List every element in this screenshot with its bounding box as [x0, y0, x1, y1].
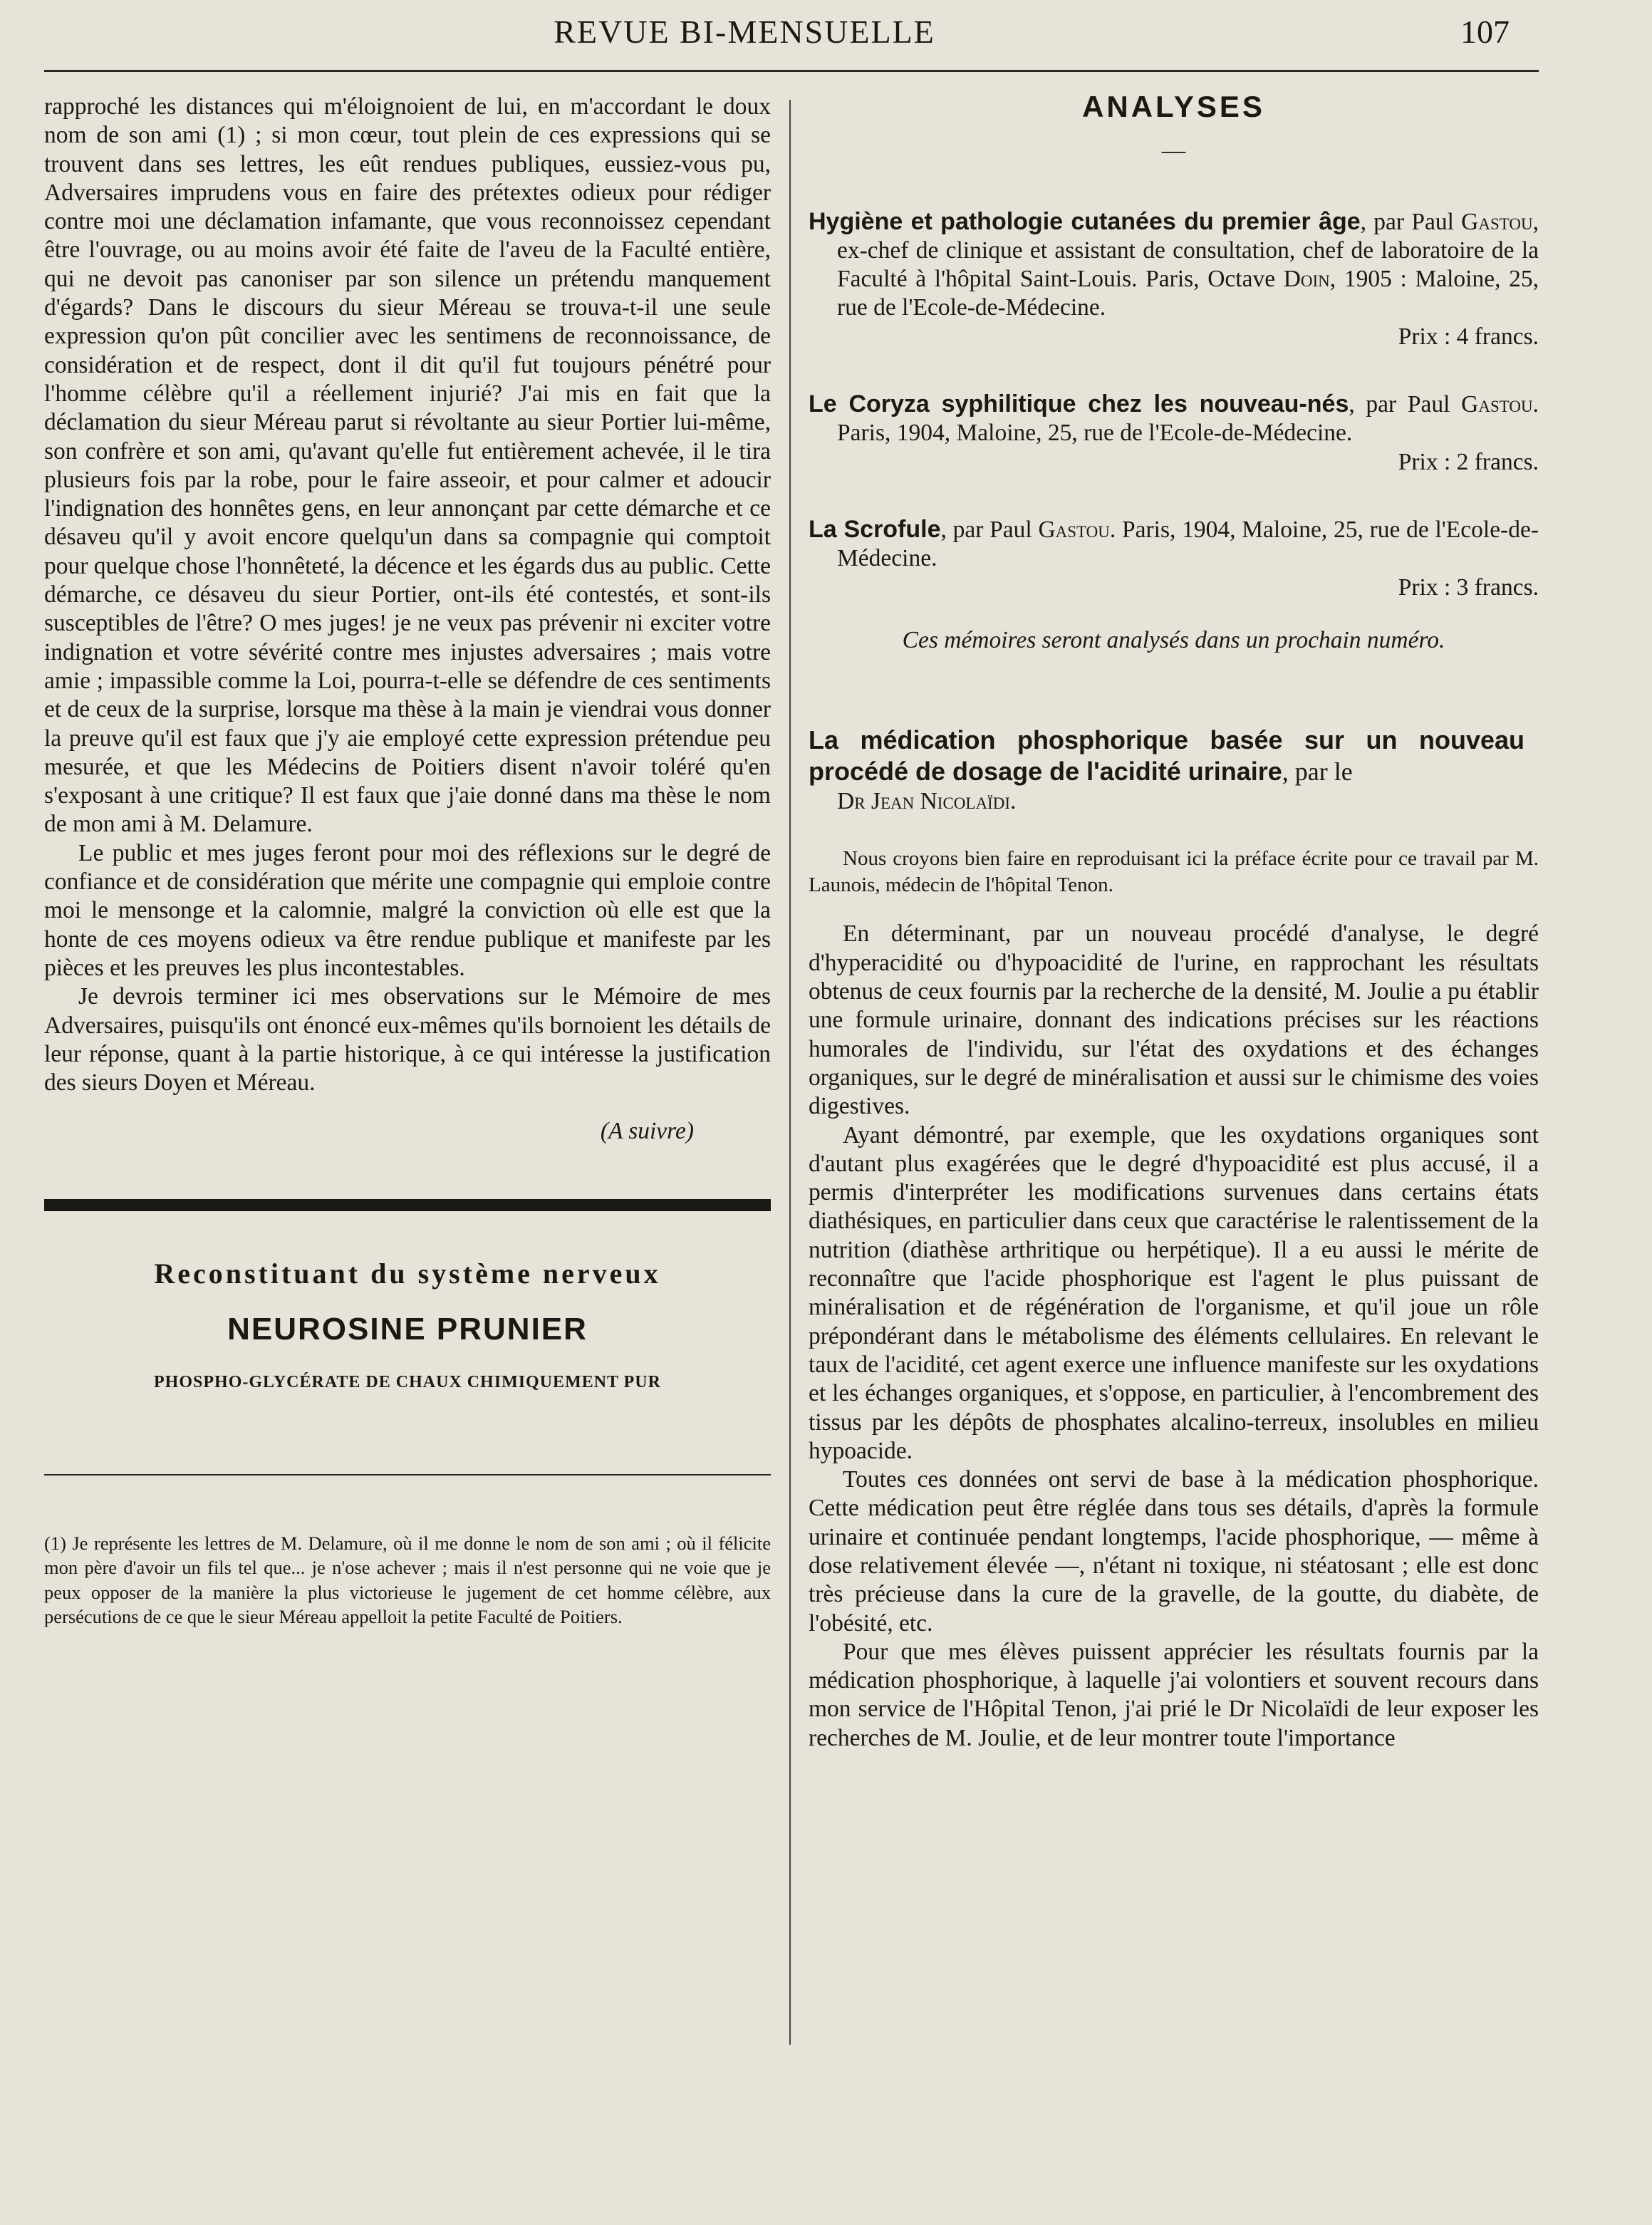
footnote: (1) Je représente les lettres de M. Delamure, où il me donne le nom de son ami ; où il félicite mon père d'avoir un fils tel que... je n'ose achever ; mais il n'est personne qui ne voie que je peux opposer de la manière la plus victorieuse le jugement de cet homme célèbre, aux persécutions de ce que le sieur Méreau appelloit la petite Faculté de Poitiers. [44, 1532, 771, 1628]
body-paragraph: rapproché les distances qui m'éloignoient de lui, en m'accordant le doux nom de son ami (1) ; si mon cœur, tout plein de ces expressions qui se trouvent dans ses lettres, les eût rendues publiques, eussiez-vous pu, Adversaires imprudens vous en faire des prétextes odieux pour rédiger contre moi une déclamation infamante, que vous reconnoissez cependant être l'ouvrage, ou au moins avoir été faite de l'aveu de la Faculté entière, qui ne devoit pas canoniser par son silence un prétendu manquement d'égards? Dans le discours du sieur Méreau se trouva-t-il une seule expression qu'on pût concilier avec les sentimens de reconnoissance, de considération et de respect, dont il dit qu'il fut toujours pénétré pour l'homme célèbre qu'il a réellement injurié? J'ai mis en fait que la déclamation du sieur Méreau parut si révoltante au sieur Portier lui-même, son confrère et son ami, qu'avant qu'elle fut entièrement achevée, il le tira plusieurs fois par la robe, pour le faire asseoir, et pour calmer et adoucir l'indignation des honnêtes gens, en leur annonçant par cette démarche et ce désaveu qu'il y avoit encore quelqu'un dans sa compagnie qui comptoit pour quelque chose l'honnêteté, la décence et les égards dus au public. Cette démarche, ce désaveu du sieur Portier, ont-ils été contestés, et sont-ils susceptibles de l'être? O mes juges! je ne veux pas prévenir ni exciter votre indignation et votre sévérité contre mes injustes adversaires ; mais votre amie ; impassible comme la Loi, pourra-t-elle se défendre de ces sentiments et de ceux de la surprise, lorsque ma thèse à la main je viendrai vous donner la preuve qu'il est faux que j'y aie employé cette expression prétendue peu mesurée, et que les Médecins de Poitiers disent n'avoir toléré qu'en s'exposant à une critique? Il est faux que j'aie donné dans ma thèse le nom de mon ami à M. Delamure. [44, 93, 771, 838]
book-author: Gastou [1461, 208, 1533, 235]
body-paragraph: Ayant démontré, par exemple, que les oxydations organiques sont d'autant plus exagérées que le degré d'hypoacidité est plus accusé, il a permis d'interpréter les modifications survenues dans certains états diathésiques, en particulier dans ceux que caractérise le ralentissement de la nutrition (diathèse arthritique ou herpétique). Il a eu aussi le mérite de reconnaître que l'acide phosphorique est l'agent le plus puissant de minéralisation et de régénération de l'organisme, et qu'il joue un rôle prépondérant dans le métabolisme des éléments cellulaires. En relevant le taux de l'acidité, cet agent exerce une influence manifeste sur les oxydations et les échanges organiques, et s'oppose, en particulier, à l'encombrement des tissus par les dépôts de phosphates alcalino-terreux, insolubles en milieu hypoacide. [809, 1121, 1539, 1464]
body-paragraph: En déterminant, par un nouveau procédé d'analyse, le degré d'hyperacidité ou d'hypoacidité de l'urine, en rapprochant les résultats obtenus de ceux fournis par la recherche de la densité, M. Joulie a pu établir une formule urinaire, donnant des indications précises sur les réactions humorales de l'individu, sur l'état des oxydations et des échanges organiques, sur le degré de minéralisation et aussi sur le chimisme des voies digestives. [809, 920, 1539, 1120]
book-entry: La Scrofule, par Paul Gastou. Paris, 1904, Maloine, 25, rue de l'Ecole-de-Médecine. Prix : 3 francs. [809, 515, 1539, 602]
editorial-note: Ces mémoires seront analysés dans un prochain numéro. [902, 626, 1445, 653]
header-rule [44, 70, 1539, 72]
page-number: 107 [1460, 14, 1510, 50]
heading-dash: — [1161, 138, 1186, 165]
left-column [44, 93, 771, 1629]
body-paragraph: Toutes ces données ont servi de base à la médication phosphorique. Cette médication peut être réglée dans tous ses détails, d'après la formule urinaire et continuée pendant longtemps, l'acide phosphorique, — même à dose relativement élevée —, n'étant ni toxique, ni stéatosant ; elle est donc très précieuse dans la cure de la gravelle, de la goutte, du diabète, de l'obésité, etc. [809, 1466, 1539, 1637]
body-paragraph: Pour que mes élèves puissent apprécier les résultats fournis par la médication phosphorique, à laquelle j'ai volontiers et souvent recours dans mon service de l'Hôpital Tenon, j'ai prié le Dr Nicolaïdi de leur exposer les recherches de M. Joulie, et de leur montrer toute l'importance [809, 1638, 1539, 1751]
column-divider [789, 100, 791, 2045]
article-author: Dr Jean Nicolaïdi. [837, 788, 1017, 815]
book-price: Prix : 2 francs. [1398, 448, 1539, 475]
book-price: Prix : 4 francs. [1398, 323, 1539, 350]
book-title: La Scrofule [809, 515, 941, 543]
section-heading: ANALYSES [1082, 90, 1265, 123]
ad-tagline: Reconstituant du système nerveux [154, 1257, 661, 1290]
book-entry: Le Coryza syphilitique chez les nouveau-nés, par Paul Gastou. Paris, 1904, Maloine, 25, rue de l'Ecole-de-Médecine. Prix : 2 francs. [809, 390, 1539, 477]
book-author: Gastou [1461, 391, 1533, 418]
ad-product-name: NEUROSINE PRUNIER [227, 1311, 588, 1347]
body-paragraph: Le public et mes juges feront pour moi des réflexions sur le degré de confiance et de considération que mérite une compagnie qui emploie contre moi le mensonge et la calomnie, malgré la conviction où elle est que la honte de ces moyens odieux va être rendue publique et manifeste par les pièces et les preuves les plus incontestables. [44, 839, 771, 981]
right-column [809, 90, 1539, 1753]
book-entry: Hygiène et pathologie cutanées du premier âge, par Paul Gastou, ex-chef de clinique et assistant de consultation, chef de laboratoire de la Faculté à l'hôpital Saint-Louis. Paris, Octave Doin, 1905 : Maloine, 25, rue de l'Ecole-de-Médecine. Prix : 4 francs. [809, 207, 1539, 351]
book-price: Prix : 3 francs. [1398, 574, 1539, 601]
preface-note: Nous croyons bien faire en reproduisant ici la préface écrite pour ce travail par M. Launois, médecin de l'hôpital Tenon. [809, 847, 1539, 897]
ad-subtitle: PHOSPHO-GLYCÉRATE DE CHAUX CHIMIQUEMENT PUR [154, 1373, 661, 1392]
article-entry: La médication phosphorique basée sur un nouveau procédé de dosage de l'acidité urinaire, par le Dr Jean Nicolaïdi. [809, 725, 1539, 816]
book-author: Gastou [1038, 516, 1110, 543]
article-title: La médication phosphorique basée sur un nouveau procédé de dosage de l'acidité urinaire [809, 725, 1524, 787]
body-paragraph: Je devrois terminer ici mes observations sur le Mémoire de mes Adversaires, puisqu'ils ont énoncé eux-mêmes qu'ils bornoient les détails de leur réponse, quant à la partie historique, à ce qui intéresse la justification des sieurs Doyen et Méreau. [44, 983, 771, 1096]
running-head-title: REVUE BI-MENSUELLE [554, 14, 935, 50]
book-title: Hygiène et pathologie cutanées du premier âge [809, 207, 1361, 235]
book-title: Le Coryza syphilitique chez les nouveau-nés [809, 390, 1349, 418]
to-be-continued: (A suivre) [600, 1118, 694, 1145]
advertisement [44, 1257, 771, 1397]
advertisement-rule [44, 1199, 771, 1211]
footnote-rule [44, 1474, 771, 1475]
